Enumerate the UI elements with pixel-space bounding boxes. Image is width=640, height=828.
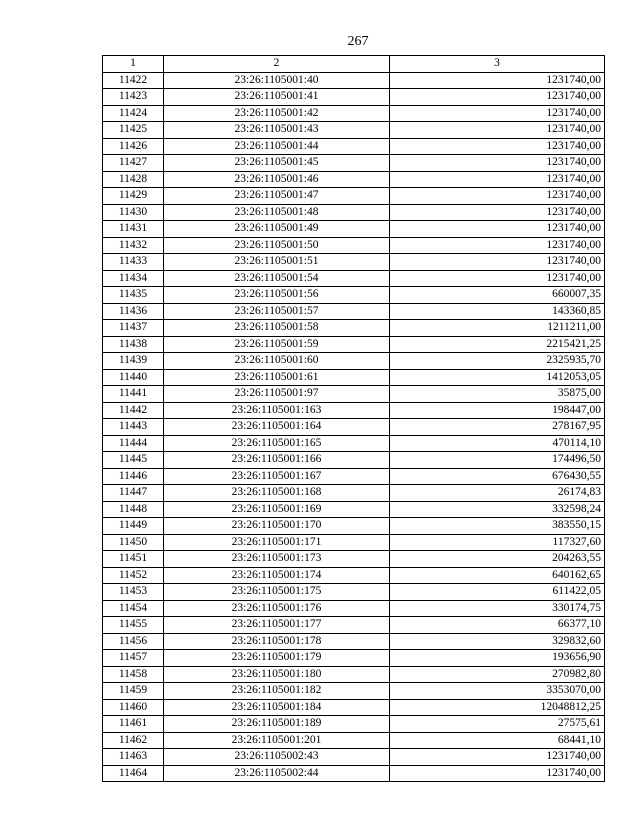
value-cell: 332598,24 [390, 501, 605, 518]
table-row [103, 171, 605, 188]
value-cell: 1231740,00 [390, 254, 605, 271]
row-number-cell: 11433 [103, 254, 164, 271]
table-header-row [103, 56, 605, 73]
row-number-cell: 11460 [103, 699, 164, 716]
value-cell: 143360,85 [390, 303, 605, 320]
table-row [103, 633, 605, 650]
value-cell: 329832,60 [390, 633, 605, 650]
table-row [103, 551, 605, 568]
value-cell: 1231740,00 [390, 749, 605, 766]
cadastral-number-cell: 23:26:1105001:43 [164, 122, 390, 139]
table-row [103, 155, 605, 172]
table-row [103, 584, 605, 601]
cadastral-number-cell: 23:26:1105001:51 [164, 254, 390, 271]
row-number-cell: 11458 [103, 666, 164, 683]
value-cell: 2325935,70 [390, 353, 605, 370]
data-table [102, 55, 605, 782]
cadastral-number-cell: 23:26:1105001:48 [164, 204, 390, 221]
row-number-cell: 11434 [103, 270, 164, 287]
table-row [103, 270, 605, 287]
cadastral-number-cell: 23:26:1105001:49 [164, 221, 390, 238]
row-number-cell: 11432 [103, 237, 164, 254]
value-cell: 204263,55 [390, 551, 605, 568]
row-number-cell: 11437 [103, 320, 164, 337]
row-number-cell: 11446 [103, 468, 164, 485]
cadastral-number-cell: 23:26:1105001:171 [164, 534, 390, 551]
cadastral-number-cell: 23:26:1105001:189 [164, 716, 390, 733]
row-number-cell: 11454 [103, 600, 164, 617]
table-row [103, 567, 605, 584]
cadastral-number-cell: 23:26:1105001:165 [164, 435, 390, 452]
value-cell: 66377,10 [390, 617, 605, 634]
value-cell: 1231740,00 [390, 155, 605, 172]
row-number-cell: 11436 [103, 303, 164, 320]
cadastral-number-cell: 23:26:1105001:47 [164, 188, 390, 205]
cadastral-number-cell: 23:26:1105001:164 [164, 419, 390, 436]
cadastral-number-cell: 23:26:1105001:178 [164, 633, 390, 650]
cadastral-number-cell: 23:26:1105001:163 [164, 402, 390, 419]
cadastral-number-cell: 23:26:1105001:97 [164, 386, 390, 403]
value-cell: 193656,90 [390, 650, 605, 667]
table-row [103, 716, 605, 733]
column-header-3: 3 [390, 56, 605, 73]
table-row [103, 666, 605, 683]
cadastral-number-cell: 23:26:1105001:175 [164, 584, 390, 601]
table-row [103, 699, 605, 716]
value-cell: 1231740,00 [390, 122, 605, 139]
table-row [103, 287, 605, 304]
cadastral-number-cell: 23:26:1105001:40 [164, 72, 390, 89]
value-cell: 640162,65 [390, 567, 605, 584]
row-number-cell: 11461 [103, 716, 164, 733]
row-number-cell: 11430 [103, 204, 164, 221]
value-cell: 198447,00 [390, 402, 605, 419]
value-cell: 27575,61 [390, 716, 605, 733]
table-row [103, 336, 605, 353]
cadastral-number-cell: 23:26:1105001:169 [164, 501, 390, 518]
value-cell: 1231740,00 [390, 188, 605, 205]
cadastral-number-cell: 23:26:1105001:60 [164, 353, 390, 370]
table-row [103, 204, 605, 221]
value-cell: 68441,10 [390, 732, 605, 749]
table-row [103, 122, 605, 139]
row-number-cell: 11444 [103, 435, 164, 452]
value-cell: 278167,95 [390, 419, 605, 436]
cadastral-number-cell: 23:26:1105001:176 [164, 600, 390, 617]
row-number-cell: 11462 [103, 732, 164, 749]
row-number-cell: 11441 [103, 386, 164, 403]
row-number-cell: 11422 [103, 72, 164, 89]
value-cell: 1231740,00 [390, 89, 605, 106]
value-cell: 2215421,25 [390, 336, 605, 353]
value-cell: 1231740,00 [390, 72, 605, 89]
value-cell: 1412053,05 [390, 369, 605, 386]
cadastral-number-cell: 23:26:1105001:44 [164, 138, 390, 155]
table-row [103, 237, 605, 254]
value-cell: 117327,60 [390, 534, 605, 551]
row-number-cell: 11427 [103, 155, 164, 172]
cadastral-number-cell: 23:26:1105001:201 [164, 732, 390, 749]
column-header-1: 1 [103, 56, 164, 73]
cadastral-number-cell: 23:26:1105001:50 [164, 237, 390, 254]
row-number-cell: 11464 [103, 765, 164, 782]
table-row [103, 518, 605, 535]
table-row [103, 435, 605, 452]
table-row [103, 452, 605, 469]
row-number-cell: 11447 [103, 485, 164, 502]
value-cell: 330174,75 [390, 600, 605, 617]
cadastral-number-cell: 23:26:1105001:56 [164, 287, 390, 304]
row-number-cell: 11443 [103, 419, 164, 436]
table-row [103, 105, 605, 122]
table-row [103, 749, 605, 766]
cadastral-number-cell: 23:26:1105001:41 [164, 89, 390, 106]
table-row [103, 89, 605, 106]
row-number-cell: 11428 [103, 171, 164, 188]
table-row [103, 254, 605, 271]
row-number-cell: 11457 [103, 650, 164, 667]
table-row [103, 732, 605, 749]
row-number-cell: 11453 [103, 584, 164, 601]
row-number-cell: 11463 [103, 749, 164, 766]
row-number-cell: 11435 [103, 287, 164, 304]
table-row [103, 138, 605, 155]
row-number-cell: 11431 [103, 221, 164, 238]
cadastral-number-cell: 23:26:1105002:43 [164, 749, 390, 766]
row-number-cell: 11451 [103, 551, 164, 568]
value-cell: 1231740,00 [390, 171, 605, 188]
table-row [103, 386, 605, 403]
value-cell: 35875,00 [390, 386, 605, 403]
value-cell: 676430,55 [390, 468, 605, 485]
table-row [103, 485, 605, 502]
table-body [103, 72, 605, 782]
table-row [103, 221, 605, 238]
page-number: 267 [347, 34, 369, 49]
value-cell: 1231740,00 [390, 204, 605, 221]
cadastral-number-cell: 23:26:1105001:166 [164, 452, 390, 469]
cadastral-number-cell: 23:26:1105001:45 [164, 155, 390, 172]
table-row [103, 683, 605, 700]
cadastral-number-cell: 23:26:1105001:184 [164, 699, 390, 716]
value-cell: 270982,80 [390, 666, 605, 683]
row-number-cell: 11452 [103, 567, 164, 584]
cadastral-number-cell: 23:26:1105001:170 [164, 518, 390, 535]
table-row [103, 617, 605, 634]
value-cell: 470114,10 [390, 435, 605, 452]
cadastral-number-cell: 23:26:1105001:179 [164, 650, 390, 667]
row-number-cell: 11445 [103, 452, 164, 469]
value-cell: 1231740,00 [390, 237, 605, 254]
table-row [103, 534, 605, 551]
value-cell: 1231740,00 [390, 270, 605, 287]
value-cell: 383550,15 [390, 518, 605, 535]
column-header-2: 2 [164, 56, 390, 73]
cadastral-number-cell: 23:26:1105001:168 [164, 485, 390, 502]
cadastral-number-cell: 23:26:1105001:42 [164, 105, 390, 122]
table-row [103, 600, 605, 617]
value-cell: 1211211,00 [390, 320, 605, 337]
value-cell: 12048812,25 [390, 699, 605, 716]
value-cell: 660007,35 [390, 287, 605, 304]
row-number-cell: 11450 [103, 534, 164, 551]
cadastral-number-cell: 23:26:1105001:180 [164, 666, 390, 683]
value-cell: 1231740,00 [390, 221, 605, 238]
value-cell: 1231740,00 [390, 765, 605, 782]
value-cell: 611422,05 [390, 584, 605, 601]
cadastral-number-cell: 23:26:1105001:61 [164, 369, 390, 386]
row-number-cell: 11455 [103, 617, 164, 634]
cadastral-number-cell: 23:26:1105001:54 [164, 270, 390, 287]
row-number-cell: 11438 [103, 336, 164, 353]
row-number-cell: 11429 [103, 188, 164, 205]
table-row [103, 72, 605, 89]
table-row [103, 303, 605, 320]
row-number-cell: 11442 [103, 402, 164, 419]
cadastral-number-cell: 23:26:1105001:59 [164, 336, 390, 353]
table-row [103, 501, 605, 518]
row-number-cell: 11449 [103, 518, 164, 535]
value-cell: 3353070,00 [390, 683, 605, 700]
cadastral-number-cell: 23:26:1105001:57 [164, 303, 390, 320]
row-number-cell: 11456 [103, 633, 164, 650]
value-cell: 26174,83 [390, 485, 605, 502]
row-number-cell: 11448 [103, 501, 164, 518]
cadastral-number-cell: 23:26:1105001:46 [164, 171, 390, 188]
row-number-cell: 11440 [103, 369, 164, 386]
table-row [103, 468, 605, 485]
table-row [103, 650, 605, 667]
table-row [103, 369, 605, 386]
row-number-cell: 11426 [103, 138, 164, 155]
row-number-cell: 11459 [103, 683, 164, 700]
cadastral-number-cell: 23:26:1105001:167 [164, 468, 390, 485]
cadastral-number-cell: 23:26:1105001:177 [164, 617, 390, 634]
table-row [103, 320, 605, 337]
value-cell: 174496,50 [390, 452, 605, 469]
cadastral-number-cell: 23:26:1105001:182 [164, 683, 390, 700]
table-row [103, 188, 605, 205]
table-row [103, 419, 605, 436]
value-cell: 1231740,00 [390, 105, 605, 122]
row-number-cell: 11423 [103, 89, 164, 106]
cadastral-number-cell: 23:26:1105001:174 [164, 567, 390, 584]
cadastral-number-cell: 23:26:1105001:58 [164, 320, 390, 337]
table-row [103, 353, 605, 370]
cadastral-number-cell: 23:26:1105001:173 [164, 551, 390, 568]
row-number-cell: 11425 [103, 122, 164, 139]
value-cell: 1231740,00 [390, 138, 605, 155]
cadastral-number-cell: 23:26:1105002:44 [164, 765, 390, 782]
row-number-cell: 11424 [103, 105, 164, 122]
row-number-cell: 11439 [103, 353, 164, 370]
table-row [103, 402, 605, 419]
table-row [103, 765, 605, 782]
